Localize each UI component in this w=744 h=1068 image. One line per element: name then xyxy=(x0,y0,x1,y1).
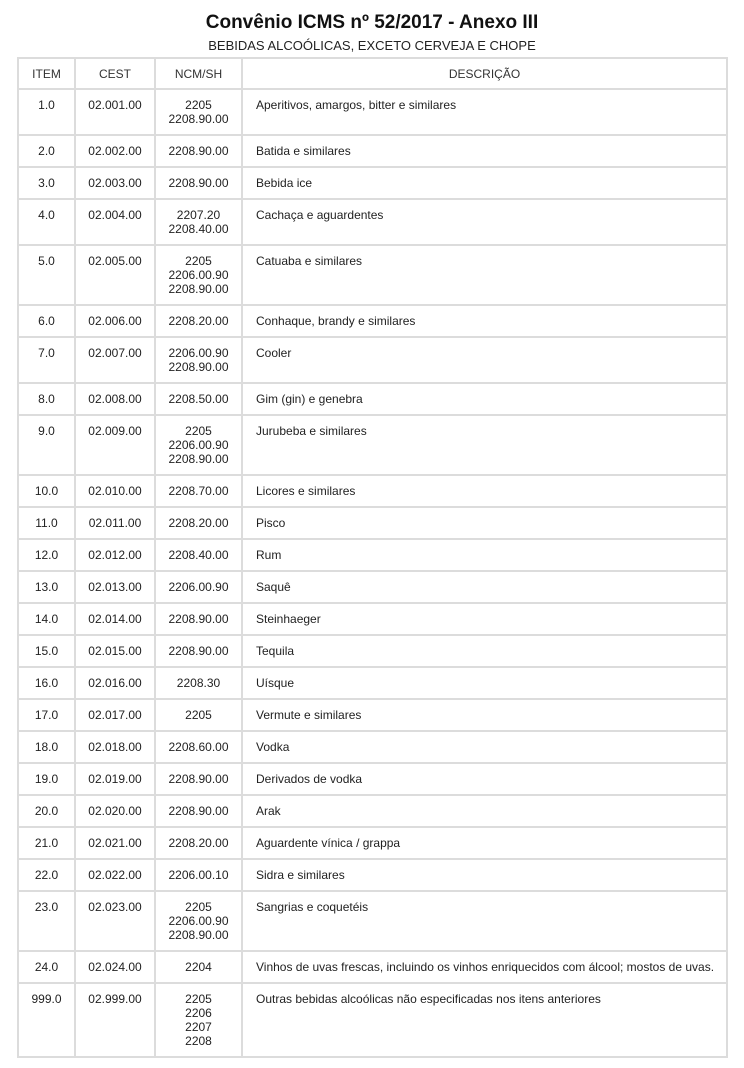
cell-ncm xyxy=(155,603,242,635)
ncm-code: 2206.00.90 xyxy=(168,268,229,282)
cell-description: Vermute e similares xyxy=(242,699,727,731)
ncm-code: 2205 xyxy=(185,424,212,438)
cell-description: Conhaque, brandy e similares xyxy=(242,305,727,337)
table-row xyxy=(18,603,727,635)
table-row xyxy=(18,571,727,603)
table-row xyxy=(18,245,727,305)
cell-item: 8.0 xyxy=(18,383,75,415)
ncm-code: 2206.00.90 xyxy=(168,438,229,452)
cell-item: 16.0 xyxy=(18,667,75,699)
cell-cest: 02.999.00 xyxy=(75,983,155,1057)
table-header-row xyxy=(18,58,727,89)
cell-item: 21.0 xyxy=(18,827,75,859)
ncm-code: 2208.90.00 xyxy=(168,612,229,626)
table-row xyxy=(18,859,727,891)
cell-cest: 02.022.00 xyxy=(75,859,155,891)
cell-item: 18.0 xyxy=(18,731,75,763)
cell-description: Aperitivos, amargos, bitter e similares xyxy=(242,89,727,135)
ncm-code: 2208.90.00 xyxy=(168,804,229,818)
cell-item: 13.0 xyxy=(18,571,75,603)
ncm-code: 2205 xyxy=(185,708,212,722)
cell-cest: 02.009.00 xyxy=(75,415,155,475)
cell-cest: 02.014.00 xyxy=(75,603,155,635)
cell-ncm xyxy=(155,539,242,571)
ncm-code: 2208.90.00 xyxy=(168,360,229,374)
cell-cest: 02.011.00 xyxy=(75,507,155,539)
table-row xyxy=(18,415,727,475)
table-row xyxy=(18,731,727,763)
ncm-code: 2208.60.00 xyxy=(168,740,229,754)
table-row xyxy=(18,383,727,415)
cell-description: Arak xyxy=(242,795,727,827)
cell-cest: 02.015.00 xyxy=(75,635,155,667)
cell-cest: 02.005.00 xyxy=(75,245,155,305)
ncm-code: 2208.90.00 xyxy=(168,452,229,466)
cell-ncm xyxy=(155,507,242,539)
ncm-code: 2207.20 xyxy=(176,208,221,222)
cell-cest: 02.007.00 xyxy=(75,337,155,383)
cell-item: 4.0 xyxy=(18,199,75,245)
cell-description: Saquê xyxy=(242,571,727,603)
cell-ncm xyxy=(155,167,242,199)
cell-description: Jurubeba e similares xyxy=(242,415,727,475)
cell-item: 1.0 xyxy=(18,89,75,135)
cell-item: 20.0 xyxy=(18,795,75,827)
cell-cest: 02.003.00 xyxy=(75,167,155,199)
cell-item: 2.0 xyxy=(18,135,75,167)
cell-description: Aguardente vínica / grappa xyxy=(242,827,727,859)
cell-cest: 02.017.00 xyxy=(75,699,155,731)
table-row xyxy=(18,539,727,571)
cell-description: Bebida ice xyxy=(242,167,727,199)
ncm-code: 2205 xyxy=(185,98,212,112)
cell-ncm xyxy=(155,245,242,305)
table-row xyxy=(18,167,727,199)
ncm-code: 2208.90.00 xyxy=(168,644,229,658)
ncm-code: 2206.00.90 xyxy=(168,580,229,594)
ncm-code: 2204 xyxy=(185,960,212,974)
cell-ncm xyxy=(155,731,242,763)
ncm-code: 2206.00.90 xyxy=(168,914,229,928)
cell-ncm xyxy=(155,667,242,699)
cell-description: Steinhaeger xyxy=(242,603,727,635)
table-row xyxy=(18,827,727,859)
document-subtitle: BEBIDAS ALCOÓLICAS, EXCETO CERVEJA E CHOPE xyxy=(208,38,536,53)
cell-ncm xyxy=(155,891,242,951)
table-row xyxy=(18,891,727,951)
cell-cest: 02.008.00 xyxy=(75,383,155,415)
cell-cest: 02.018.00 xyxy=(75,731,155,763)
cell-ncm xyxy=(155,135,242,167)
cell-cest: 02.006.00 xyxy=(75,305,155,337)
cell-ncm xyxy=(155,89,242,135)
header-cest: CEST xyxy=(75,58,155,89)
cell-description: Gim (gin) e genebra xyxy=(242,383,727,415)
cell-ncm xyxy=(155,199,242,245)
table-row xyxy=(18,667,727,699)
cell-description: Cachaça e aguardentes xyxy=(242,199,727,245)
ncm-code: 2208.20.00 xyxy=(168,836,229,850)
document-title: Convênio ICMS nº 52/2017 - Anexo III xyxy=(205,12,539,33)
ncm-code: 2208.90.00 xyxy=(168,112,229,126)
cell-cest: 02.023.00 xyxy=(75,891,155,951)
cell-cest: 02.013.00 xyxy=(75,571,155,603)
table-row xyxy=(18,305,727,337)
cell-ncm xyxy=(155,635,242,667)
table-row xyxy=(18,795,727,827)
cell-cest: 02.012.00 xyxy=(75,539,155,571)
cell-ncm xyxy=(155,337,242,383)
cell-description: Tequila xyxy=(242,635,727,667)
table-row xyxy=(18,135,727,167)
cell-cest: 02.019.00 xyxy=(75,763,155,795)
cell-item: 9.0 xyxy=(18,415,75,475)
ncm-code: 2208 xyxy=(185,1034,212,1048)
products-table xyxy=(17,57,728,1058)
cell-cest: 02.001.00 xyxy=(75,89,155,135)
cell-item: 12.0 xyxy=(18,539,75,571)
ncm-code: 2208.90.00 xyxy=(168,282,229,296)
table-row xyxy=(18,951,727,983)
cell-ncm xyxy=(155,983,242,1057)
table-row xyxy=(18,699,727,731)
cell-ncm xyxy=(155,951,242,983)
cell-item: 23.0 xyxy=(18,891,75,951)
table-row xyxy=(18,507,727,539)
cell-item: 999.0 xyxy=(18,983,75,1057)
cell-description: Vodka xyxy=(242,731,727,763)
ncm-code: 2206 xyxy=(185,1006,212,1020)
table-row xyxy=(18,199,727,245)
table-row xyxy=(18,763,727,795)
ncm-code: 2208.50.00 xyxy=(168,392,229,406)
cell-cest: 02.002.00 xyxy=(75,135,155,167)
cell-description: Derivados de vodka xyxy=(242,763,727,795)
cell-description: Outras bebidas alcoólicas não especificadas nos itens anteriores xyxy=(242,983,727,1057)
ncm-code: 2208.30 xyxy=(176,676,221,690)
cell-ncm xyxy=(155,305,242,337)
cell-ncm xyxy=(155,859,242,891)
ncm-code: 2207 xyxy=(185,1020,212,1034)
cell-item: 6.0 xyxy=(18,305,75,337)
cell-ncm xyxy=(155,415,242,475)
header-ncm: NCM/SH xyxy=(155,58,242,89)
ncm-code: 2208.40.00 xyxy=(168,222,229,236)
cell-description: Rum xyxy=(242,539,727,571)
cell-ncm xyxy=(155,699,242,731)
cell-cest: 02.016.00 xyxy=(75,667,155,699)
table-row xyxy=(18,635,727,667)
ncm-code: 2205 xyxy=(185,900,212,914)
cell-item: 10.0 xyxy=(18,475,75,507)
cell-description: Vinhos de uvas frescas, incluindo os vinhos enriquecidos com álcool; mostos de uvas. xyxy=(242,951,727,983)
cell-cest: 02.010.00 xyxy=(75,475,155,507)
table-row xyxy=(18,337,727,383)
ncm-code: 2206.00.90 xyxy=(168,346,229,360)
cell-description: Batida e similares xyxy=(242,135,727,167)
cell-ncm xyxy=(155,827,242,859)
table-body xyxy=(18,89,727,1057)
ncm-code: 2208.90.00 xyxy=(168,928,229,942)
cell-cest: 02.021.00 xyxy=(75,827,155,859)
ncm-code: 2208.70.00 xyxy=(168,484,229,498)
cell-ncm xyxy=(155,383,242,415)
cell-description: Licores e similares xyxy=(242,475,727,507)
cell-description: Uísque xyxy=(242,667,727,699)
cell-ncm xyxy=(155,571,242,603)
ncm-code: 2208.90.00 xyxy=(168,772,229,786)
cell-item: 11.0 xyxy=(18,507,75,539)
cell-ncm xyxy=(155,763,242,795)
cell-cest: 02.004.00 xyxy=(75,199,155,245)
cell-item: 15.0 xyxy=(18,635,75,667)
cell-cest: 02.020.00 xyxy=(75,795,155,827)
table-row xyxy=(18,89,727,135)
cell-item: 7.0 xyxy=(18,337,75,383)
cell-description: Cooler xyxy=(242,337,727,383)
cell-description: Catuaba e similares xyxy=(242,245,727,305)
cell-item: 22.0 xyxy=(18,859,75,891)
ncm-code: 2205 xyxy=(185,992,212,1006)
ncm-code: 2208.20.00 xyxy=(168,314,229,328)
ncm-code: 2208.90.00 xyxy=(168,144,229,158)
cell-item: 24.0 xyxy=(18,951,75,983)
ncm-code: 2206.00.10 xyxy=(168,868,229,882)
ncm-code: 2208.40.00 xyxy=(168,548,229,562)
header-description: DESCRIÇÃO xyxy=(242,58,727,89)
ncm-code: 2208.20.00 xyxy=(168,516,229,530)
header-item: ITEM xyxy=(18,58,75,89)
cell-item: 17.0 xyxy=(18,699,75,731)
cell-item: 3.0 xyxy=(18,167,75,199)
cell-item: 19.0 xyxy=(18,763,75,795)
cell-description: Sidra e similares xyxy=(242,859,727,891)
ncm-code: 2205 xyxy=(185,254,212,268)
cell-cest: 02.024.00 xyxy=(75,951,155,983)
table-row xyxy=(18,983,727,1057)
cell-item: 14.0 xyxy=(18,603,75,635)
cell-description: Sangrias e coquetéis xyxy=(242,891,727,951)
cell-description: Pisco xyxy=(242,507,727,539)
cell-ncm xyxy=(155,475,242,507)
cell-ncm xyxy=(155,795,242,827)
cell-item: 5.0 xyxy=(18,245,75,305)
table-row xyxy=(18,475,727,507)
ncm-code: 2208.90.00 xyxy=(168,176,229,190)
